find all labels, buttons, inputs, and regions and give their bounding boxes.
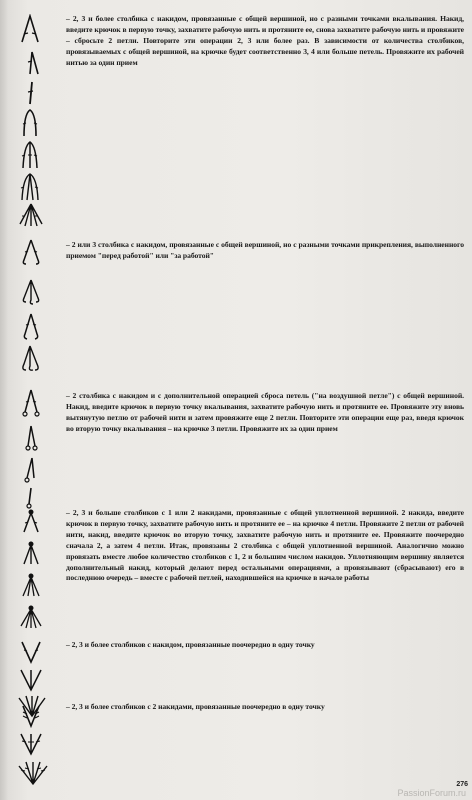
paragraph-5: – 2, 3 и более столбиков с накидом, провязанные поочередно в одну точку (66, 640, 315, 649)
paragraph-1: – 2, 3 и более столбика с накидом, провязанные с общей вершиной, но с разными точками вкалывания. Накид, введите крючок в первую точку, захватите рабочую нить и протяните ее, снова захватите рабочую нить и провяжите – сбросьте 2 петли. Повторите эти операции 2, 3 или более раз. В зависимости от количества столбиков, провязываемых с общей вершиной, на крючке будет соответственно 3, 4 или больше петель. Провяжите их рабочей нитью за один прием (66, 14, 464, 67)
same-point-dc2-v-icon (18, 704, 44, 728)
chain-cluster-slant-icon (18, 456, 44, 484)
paragraph-6: – 2, 3 и более столбиков с 2 накидами, провязанные поочередно в одну точку (66, 702, 325, 711)
two-legged-arch-icon (18, 108, 42, 138)
paragraph-2: – 2 или 3 столбика с накидом, провязанные с общей вершиной, но с разными точками прикрепления, выполненного приемом "перед работой" или "за работой" (66, 240, 464, 260)
dense-top-cluster-2-icon (18, 508, 44, 534)
same-point-dc2-fan-icon (18, 760, 48, 786)
four-legged-arch-icon (18, 172, 42, 202)
paragraph-3: – 2 столбика с накидом и с дополнительной операцией сброса петель ("на воздушной петле") с общей вершиной. Накид, введите крючок в первую точку вкалывания, захватите рабочую нить и протяните ее. Провяжите эту вновь вытянутую петлю от рабочей нити и затем провяжите еще 2 петли. Повторите эти операции еще раз, введя крючок во вторую точку вкалывания – на крючке 3 петли. Провяжите их за один прием (66, 391, 464, 433)
chain-cluster-closed-icon (18, 424, 44, 452)
page-number: 276 (456, 781, 468, 788)
two-stitches-common-top-icon (18, 14, 42, 44)
same-point-w-icon (18, 668, 44, 692)
three-legged-arch-icon (18, 140, 42, 170)
one-stitch-icon (18, 80, 42, 106)
front-post-cluster-2-icon (18, 238, 44, 270)
dense-top-cluster-5-icon (18, 604, 44, 630)
paragraph-4: – 2, 3 и больше столбиков с 1 или 2 накидами, провязанные с общей уплотненной вершиной. 2 накида, введите крючок в первую точку, захватите рабочую нить и протяните ее – на крючке 4 петли. Провяжите 2 петли от рабочей нити, накид, введите крючок во вторую точку, захватите рабочую нить и протяните ее. Провяжите поочередно сначала 2, а затем 4 петли. Итак, провязаны 2 столбика с общей уплотненной вершиной. Аналогично можно провязать вместе любое количество столбиков с 1, 2 и большим числом накидов. Уплотняющим вершину является дополнительный накид, который делают перед остальными операциями, а провязывают (сбрасывают) его в последнюю очередь – вместе с рабочей петлей, находившейся на крючке в начале работы (66, 508, 464, 583)
back-post-cluster-3-icon (18, 344, 44, 374)
same-point-dc2-w-icon (18, 732, 44, 756)
same-point-v-icon (18, 640, 44, 664)
symbol-column (0, 0, 62, 800)
chain-cluster-open-icon (18, 388, 44, 418)
watermark: PassionForum.ru (397, 788, 466, 798)
dense-top-cluster-4-icon (18, 572, 44, 598)
back-post-cluster-2-icon (18, 312, 44, 342)
dense-top-cluster-3-icon (18, 540, 44, 566)
three-stitches-common-top-icon (18, 50, 42, 76)
five-legged-fan-icon (18, 202, 44, 228)
chain-cluster-single-icon (18, 486, 44, 510)
front-post-cluster-3-icon (18, 278, 44, 308)
